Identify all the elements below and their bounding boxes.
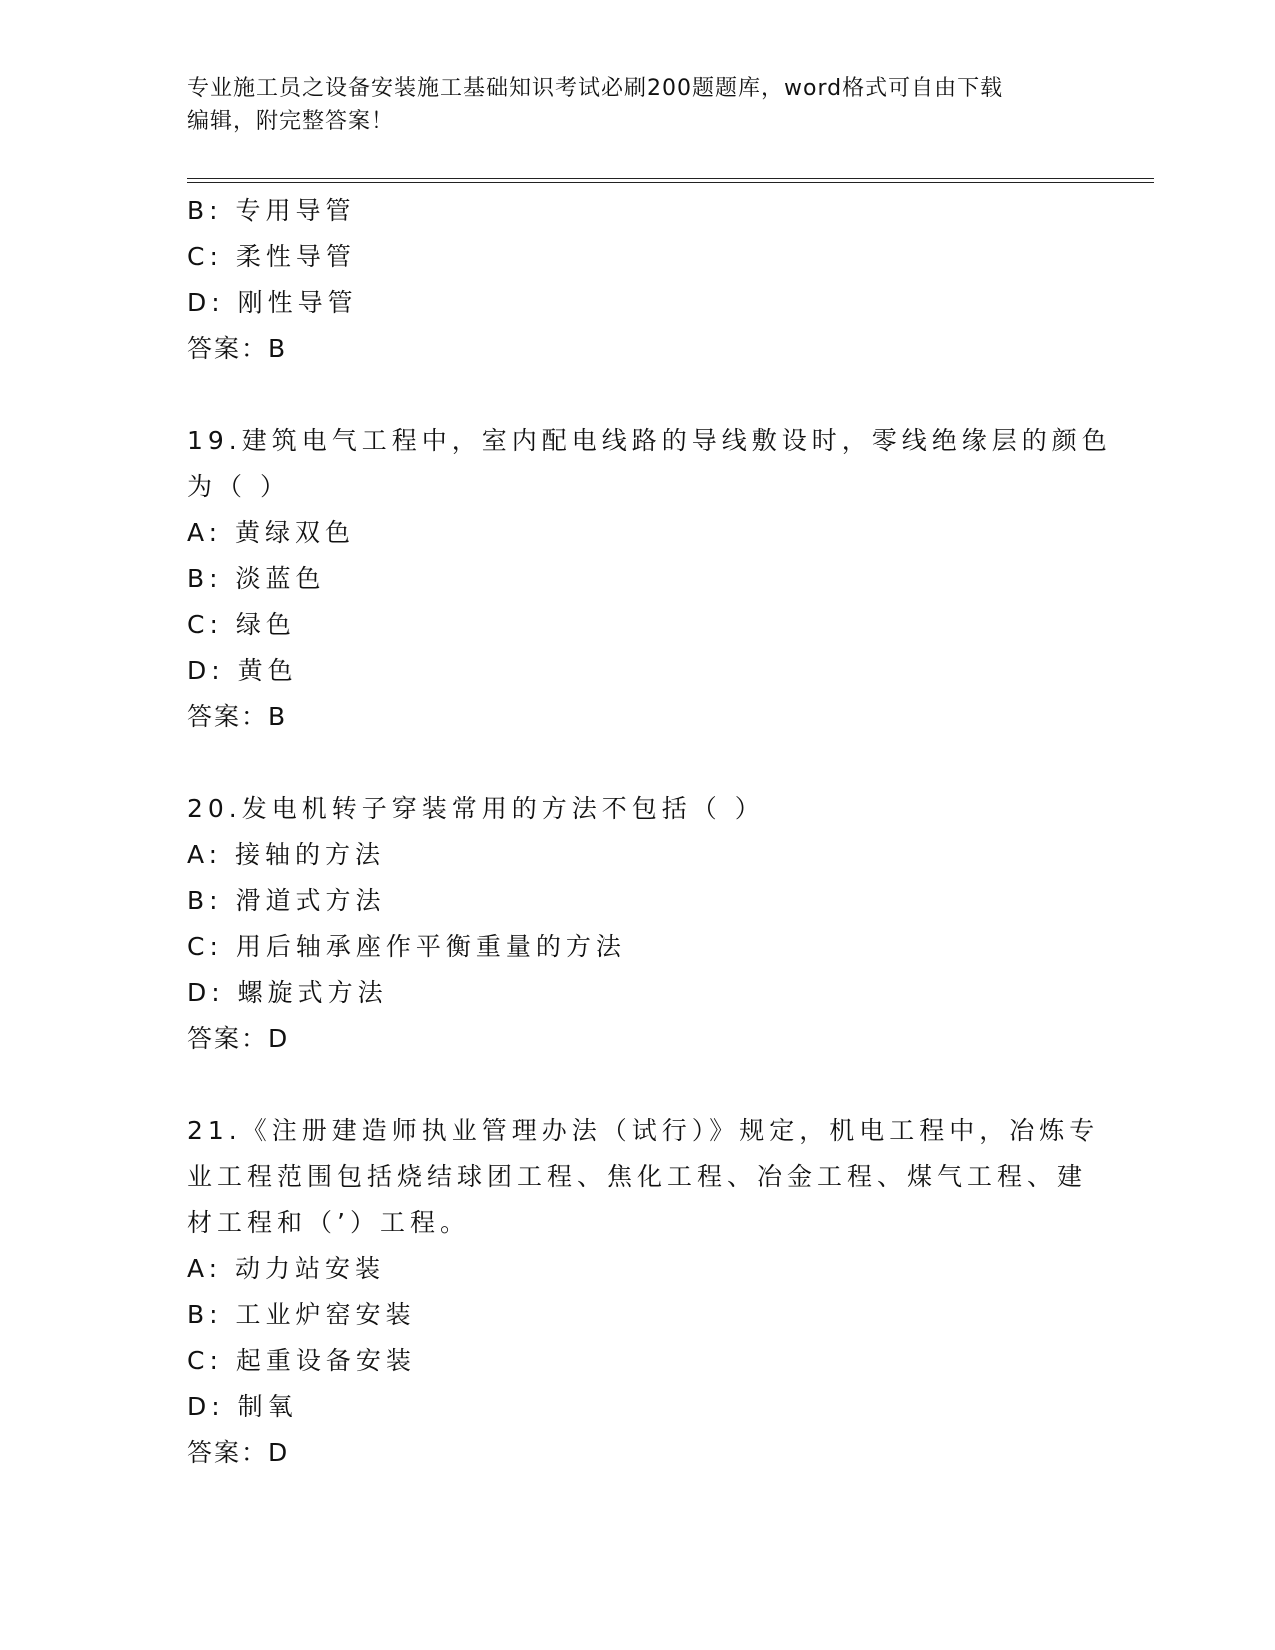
- answer: 答案：D: [187, 1438, 290, 1467]
- question-stem-continued: 业工程范围包括烧结球团工程、焦化工程、冶金工程、煤气工程、建: [187, 1162, 1088, 1191]
- question-stem: 19.建筑电气工程中，室内配电线路的导线敷设时，零线绝缘层的颜色: [187, 426, 1112, 455]
- question-stem-continued: 材工程和（’）工程。: [187, 1208, 470, 1237]
- option-b: B: 淡蓝色: [187, 564, 326, 593]
- answer: 答案：D: [187, 1024, 290, 1053]
- question-stem-continued: 为（ ）: [187, 472, 290, 501]
- header-line-1: 专业施工员之设备安装施工基础知识考试必刷200题题库，word格式可自由下载: [187, 76, 1004, 101]
- option-a: A: 接轴的方法: [187, 840, 386, 869]
- spacer: [187, 372, 1087, 418]
- option-b: B: 工业炉窑安装: [187, 1300, 416, 1329]
- header-line-2: 编辑，附完整答案！: [187, 109, 395, 134]
- answer: 答案：B: [187, 334, 288, 363]
- option-c: C: 绿色: [187, 610, 296, 639]
- option-c: C: 柔性导管: [187, 242, 356, 271]
- spacer: [187, 1062, 1087, 1108]
- question-18: [187, 188, 1087, 372]
- option-a: A: 黄绿双色: [187, 518, 356, 547]
- option-d: D: 制氧: [187, 1392, 298, 1421]
- answer: 答案：B: [187, 702, 288, 731]
- option-b: B: 滑道式方法: [187, 886, 386, 915]
- option-d: D: 黄色: [187, 656, 298, 685]
- option-b: B: 专用导管: [187, 196, 356, 225]
- question-21: [187, 1108, 1100, 1476]
- document-body: [187, 188, 1112, 1476]
- header-divider: [187, 178, 1154, 183]
- option-d: D: 刚性导管: [187, 288, 358, 317]
- document-header: [187, 72, 1067, 138]
- option-a: A: 动力站安装: [187, 1254, 386, 1283]
- question-stem: 21.《注册建造师执业管理办法（试行）》规定，机电工程中，冶炼专: [187, 1116, 1100, 1145]
- question-19: [187, 418, 1112, 740]
- option-c: C: 用后轴承座作平衡重量的方法: [187, 932, 626, 961]
- question-stem: 20.发电机转子穿装常用的方法不包括（ ）: [187, 794, 765, 823]
- option-c: C: 起重设备安装: [187, 1346, 416, 1375]
- spacer: [187, 740, 1087, 786]
- option-d: D: 螺旋式方法: [187, 978, 388, 1007]
- question-20: [187, 786, 1087, 1062]
